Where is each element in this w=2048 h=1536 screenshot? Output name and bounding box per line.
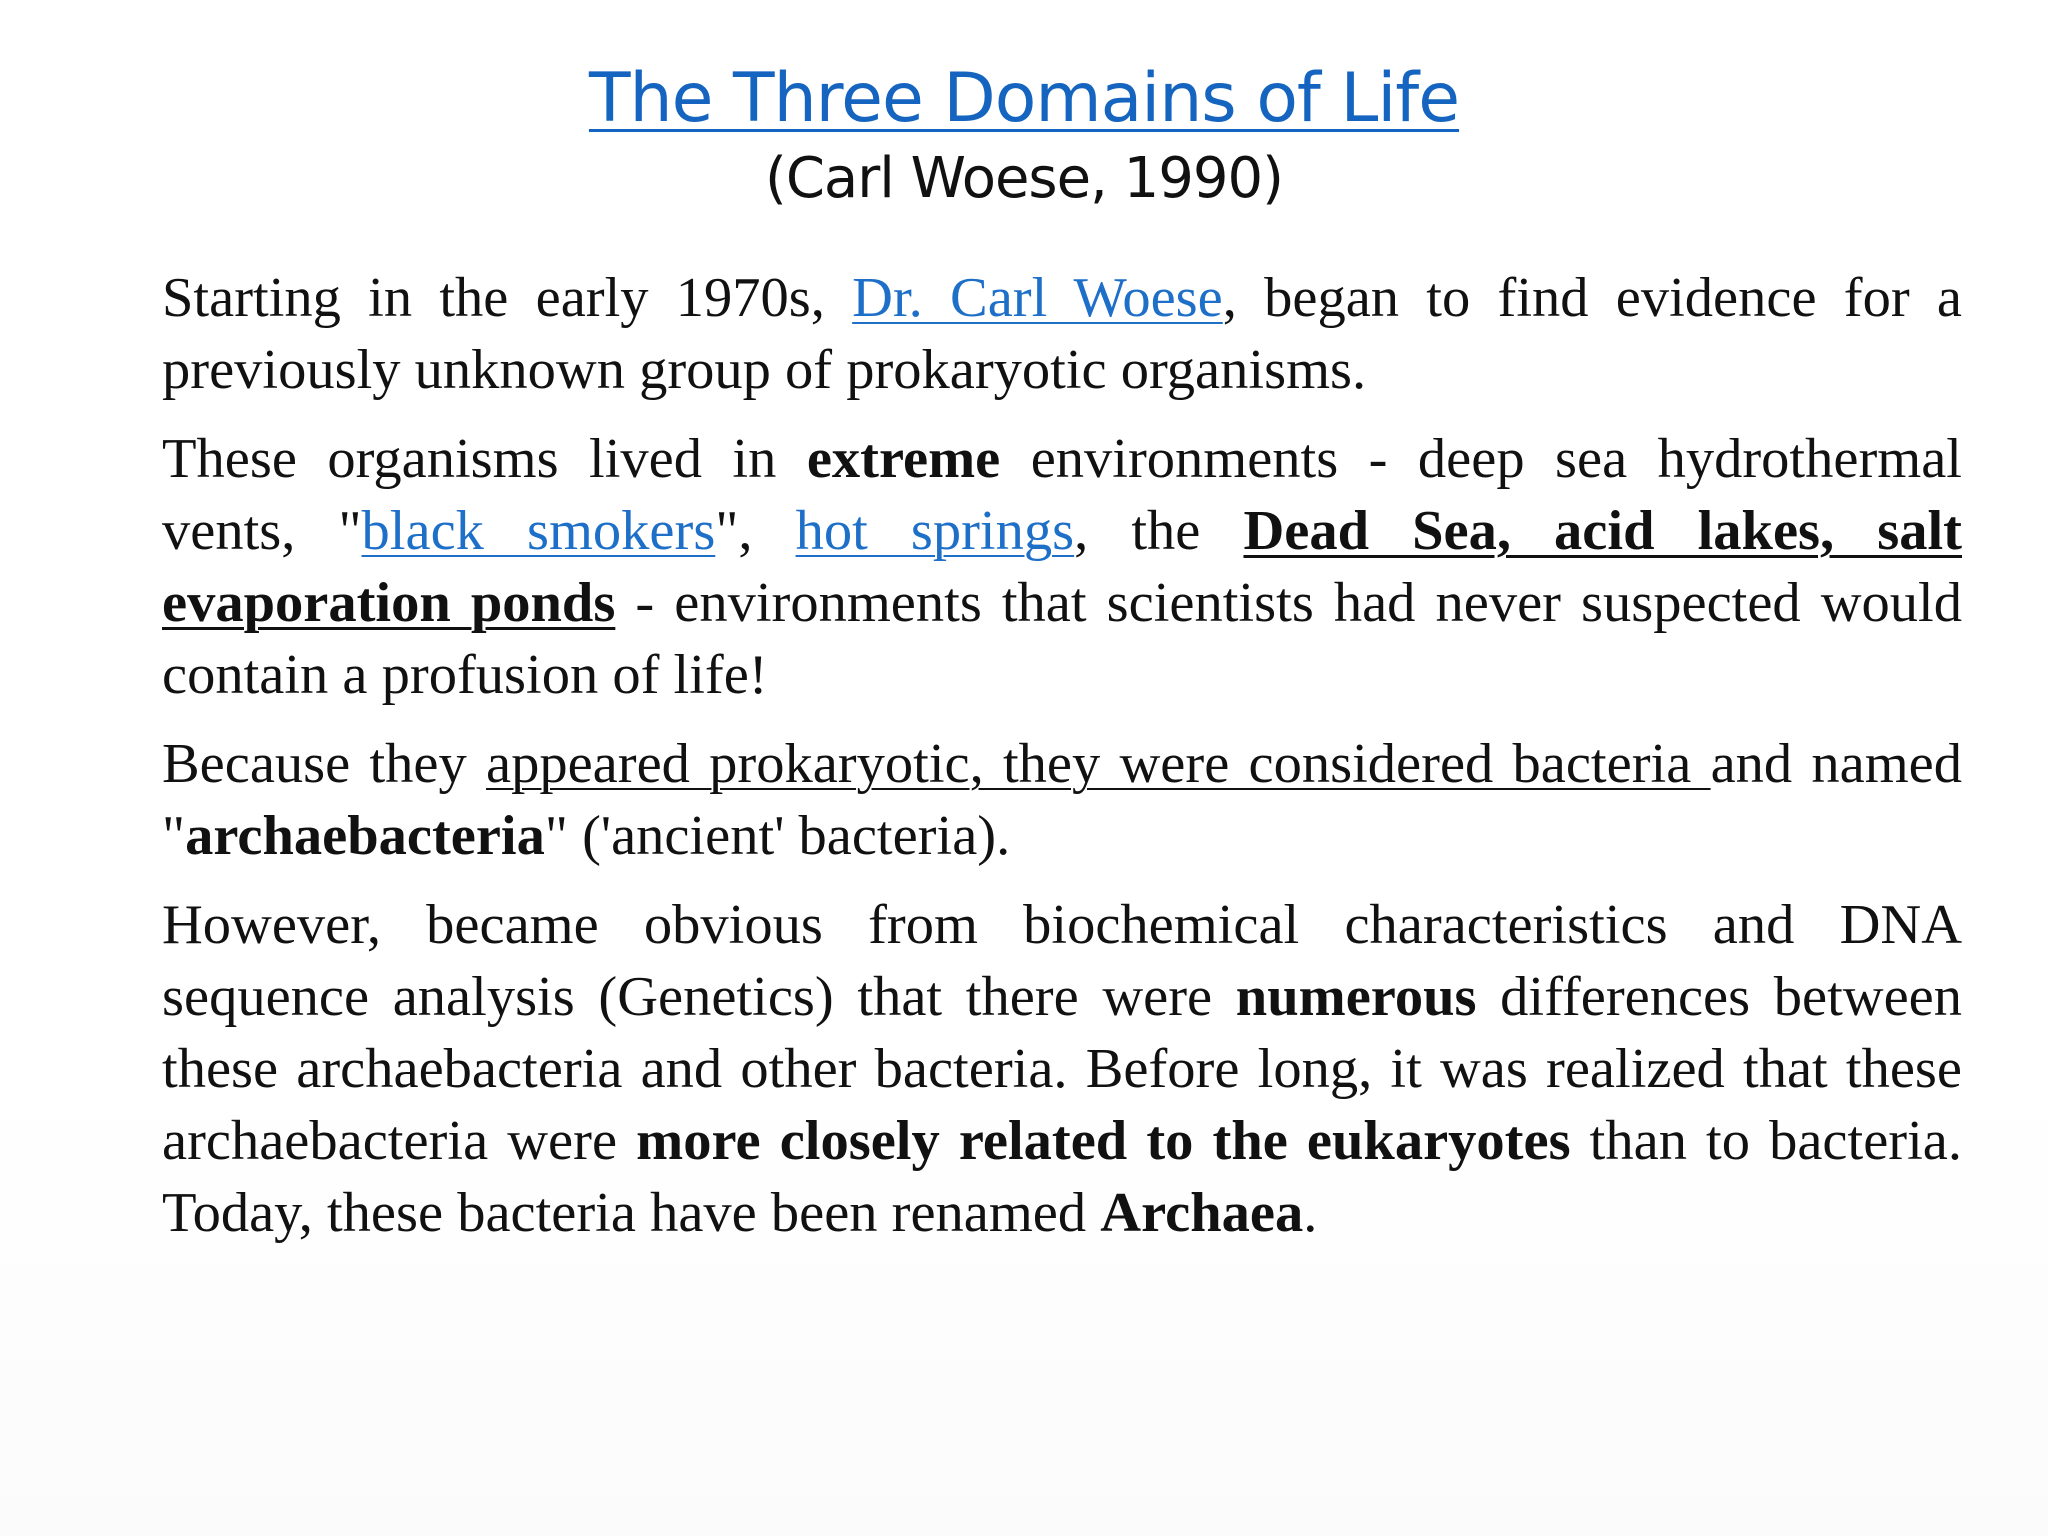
bold-archaea: Archaea xyxy=(1100,1182,1304,1244)
text: and named " xyxy=(162,733,1962,867)
paragraph-4 xyxy=(162,889,1962,1249)
text: Because they xyxy=(162,733,487,795)
text: ", xyxy=(715,500,796,562)
text: These organisms lived in xyxy=(162,428,807,490)
paragraph-2 xyxy=(162,423,1962,711)
link-hot-springs[interactable]: hot springs xyxy=(795,500,1075,562)
paragraph-3 xyxy=(162,728,1962,872)
text: However, became obvious from biochemical characteristics and DNA sequence analysis (Genetics) that there were xyxy=(162,894,1962,1028)
bold-more-closely-related: more closely related to the eukaryotes xyxy=(636,1110,1571,1172)
text: " ('ancient' bacteria). xyxy=(544,805,1011,867)
text: - environments that scientists had never suspected would contain a profusion of life! xyxy=(162,572,1962,706)
text: environments - deep sea hydrothermal vents, " xyxy=(162,428,1962,562)
bold-underlined-places: Dead Sea, acid lakes, salt evaporation ponds xyxy=(162,500,1962,634)
text: . xyxy=(1303,1182,1318,1244)
paragraph-1 xyxy=(162,262,1962,406)
slide-subtitle: (Carl Woese, 1990) xyxy=(764,146,1284,211)
text: differences between these archaebacteria and other bacteria. Before long, it was realized that these archaebacteria were xyxy=(162,966,1963,1172)
text: Starting in the early 1970s, xyxy=(162,267,853,329)
text: , began to find evidence for a previously unknown group of prokaryotic organisms. xyxy=(162,267,1962,401)
bold-numerous: numerous xyxy=(1235,966,1477,1028)
text: , the xyxy=(1074,500,1244,562)
slide-body xyxy=(162,262,1962,1266)
link-black-smokers[interactable]: black smokers xyxy=(361,500,716,562)
bold-archaebacteria: archaebacteria xyxy=(185,805,545,867)
slide-title[interactable]: The Three Domains of Life xyxy=(588,59,1460,138)
underlined-appeared: appeared prokaryotic, they were considered bacteria xyxy=(486,733,1711,795)
link-carl-woese[interactable]: Dr. Carl Woese xyxy=(852,267,1223,329)
slide-header xyxy=(0,58,2048,214)
bold-extreme: extreme xyxy=(806,428,1001,490)
text: than to bacteria. Today, these bacteria have been renamed xyxy=(162,1110,1962,1244)
